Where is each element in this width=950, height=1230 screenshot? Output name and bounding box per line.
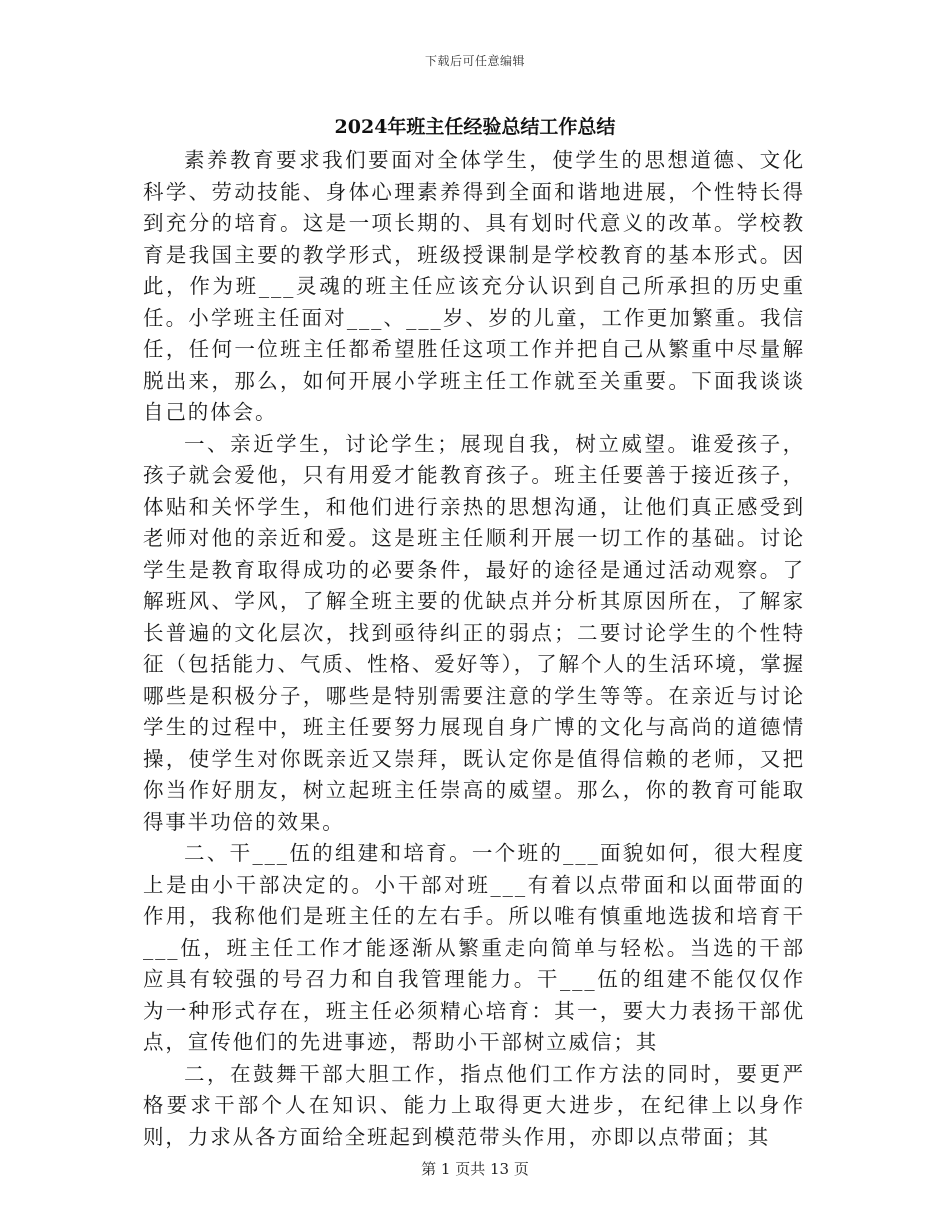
paragraph: 二，在鼓舞干部大胆工作，指点他们工作方法的同时，要更严格要求干部个人在知识、能力上取得更大进步，在纪律上以身作则，力求从各方面给全班起到模范带头作用，亦即以点带面；其 bbox=[143, 1061, 805, 1149]
document-body bbox=[143, 145, 805, 1153]
paragraph: 素养教育要求我们要面对全体学生，使学生的思想道德、文化科学、劳动技能、身体心理素养得到全面和谐地进展，个性特长得到充分的培育。这是一项长期的、具有划时代意义的改革。学校教育是我国主要的教学形式，班级授课制是学校教育的基本形式。因此，作为班___灵魂的班主任应该充分认识到自己所承担的历史重任。小学班主任面对___、___岁、岁的儿童，工作更加繁重。我信任，任何一位班主任都希望胜任这项工作并把自己从繁重中尽量解脱出来，那么，如何开展小学班主任工作就至关重要。下面我谈谈自己的体会。 bbox=[143, 148, 805, 424]
page-number: 第 1 页共 13 页 bbox=[421, 1160, 529, 1178]
document-title: 2024年班主任经验总结工作总结 bbox=[334, 116, 616, 138]
paragraph: 二、干___伍的组建和培育。一个班的___面貌如何，很大程度上是由小干部决定的。小干部对班___有着以点带面和以面带面的作用，我称他们是班主任的左右手。所以唯有慎重地选拔和培育干___伍，班主任工作才能逐渐从繁重走向简单与轻松。当选的干部应具有较强的号召力和自我管理能力。干___伍的组建不能仅仅作为一种形式存在，班主任必须精心培育：其一，要大力表扬干部优点，宣传他们的先进事迹，帮助小干部树立威信；其 bbox=[143, 841, 805, 1054]
header-note: 下载后可任意编辑 bbox=[424, 54, 525, 68]
paragraph: 一、亲近学生，讨论学生；展现自我，树立威望。谁爱孩子，孩子就会爱他，只有用爱才能教育孩子。班主任要善于接近孩子，体贴和关怀学生，和他们进行亲热的思想沟通，让他们真正感受到老师对他的亲近和爱。这是班主任顺利开展一切工作的基础。讨论学生是教育取得成功的必要条件，最好的途径是通过活动观察。了解班风、学风，了解全班主要的优缺点并分析其原因所在，了解家长普遍的文化层次，找到亟待纠正的弱点；二要讨论学生的个性特征（包括能力、气质、性格、爱好等），了解个人的生活环境，掌握哪些是积极分子，哪些是特别需要注意的学生等等。在亲近与讨论学生的过程中，班主任要努力展现自身广博的文化与高尚的道德情操，使学生对你既亲近又崇拜，既认定你是值得信赖的老师，又把你当作好朋友，树立起班主任崇高的威望。那么，你的教育可能取得事半功倍的效果。 bbox=[143, 431, 805, 834]
